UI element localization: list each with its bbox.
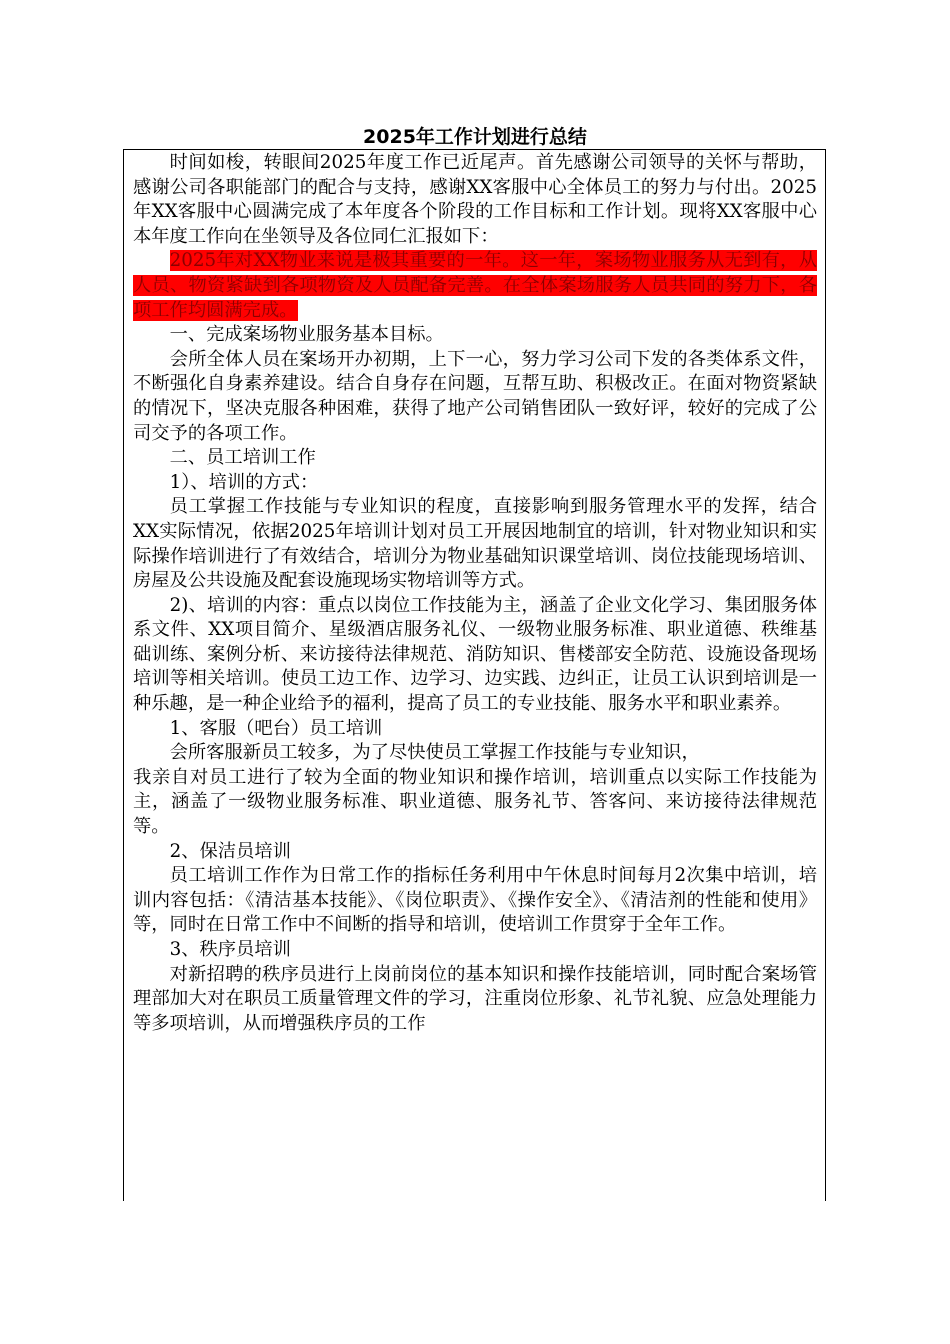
document-body	[133, 151, 817, 1036]
paragraph-highlighted	[133, 249, 817, 323]
section-heading-goals: 一、完成案场物业服务基本目标。	[169, 324, 444, 346]
paragraph-security-training: 对新招聘的秩序员进行上岗前岗位的基本知识和操作技能培训，同时配合案场管理部加大对在职员工质量管理文件的学习，注重岗位形象、礼节礼貌、应急处理能力等多项培训，从而增强秩序员的工作	[133, 963, 817, 1034]
highlighted-text: 2025年对XX物业来说是极其重要的一年。这一年，案场物业服务从无到有，从人员、物资紧缺到各项物资及人员配备完善。在全体案场服务人员共同的努力下，各项工作均圆满完成。	[133, 250, 817, 321]
paragraph-intro: 时间如梭，转眼间2025年度工作已近尾声。首先感谢公司领导的关怀与帮助，感谢公司各职能部门的配合与支持，感谢XX客服中心全体员工的努力与付出。2025年XX客服中心圆满完成了本年度各个阶段的工作目标和工作计划。现将XX客服中心本年度工作向在坐领导及各位同仁汇报如下：	[133, 152, 817, 247]
subheading-training-method: 1）、培训的方式：	[169, 471, 319, 493]
document-frame	[123, 149, 826, 1201]
paragraph-goals: 会所全体人员在案场开办初期，上下一心，努力学习公司下发的各类体系文件，不断强化自身素养建设。结合自身存在问题，互帮互助、积极改正。在面对物资紧缺的情况下，坚决克服各种困难，获得了地产公司销售团队一致好评，较好的完成了公司交予的各项工作。	[133, 348, 817, 444]
subheading-cleaner-training: 2、保洁员培训	[169, 840, 291, 862]
paragraph-reception-training-b: 我亲自对员工进行了较为全面的物业知识和操作培训，培训重点以实际工作技能为主，涵盖了一级物业服务标准、职业道德、服务礼节、答客问、来访接待法律规范等。	[133, 766, 817, 838]
paragraph-reception-training-a: 会所客服新员工较多，为了尽快使员工掌握工作技能与专业知识，	[169, 742, 700, 764]
paragraph-training-method: 员工掌握工作技能与专业知识的程度，直接影响到服务管理水平的发挥，结合XX实际情况，依据2025年培训计划对员工开展因地制宜的培训，针对物业知识和实际操作培训进行了有效结合，培训分为物业基础知识课堂培训、岗位技能现场培训、房屋及公共设施及配套设施现场实物培训等方式。	[133, 496, 817, 592]
document-title: 2025年工作计划进行总结	[363, 126, 587, 148]
paragraph-cleaner-training: 员工培训工作作为日常工作的指标任务利用中午休息时间每月2次集中培训，培训内容包括：《清洁基本技能》、《岗位职责》、《操作安全》、《清洁剂的性能和使用》等，同时在日常工作中不间断的指导和培训，使培训工作贯穿于全年工作。	[133, 865, 817, 936]
subheading-security-training: 3、秩序员培训	[169, 939, 291, 960]
subheading-reception-training: 1、客服（吧台）员工培训	[169, 717, 383, 739]
paragraph-training-content: 2)、培训的内容：重点以岗位工作技能为主，涵盖了企业文化学习、集团服务体系文件、XX项目简介、星级酒店服务礼仪、一级物业服务标准、职业道德、秩维基础训练、案例分析、来访接待法律规范、消防知识、售楼部安全防范、设施设备现场培训等相关培训。使员工边工作、边学习、边实践、边纠正，让员工认识到培训是一种乐趣，是一种企业给予的福利，提高了员工的专业技能、服务水平和职业素养。	[133, 594, 817, 715]
section-heading-training: 二、员工培训工作	[169, 447, 316, 469]
